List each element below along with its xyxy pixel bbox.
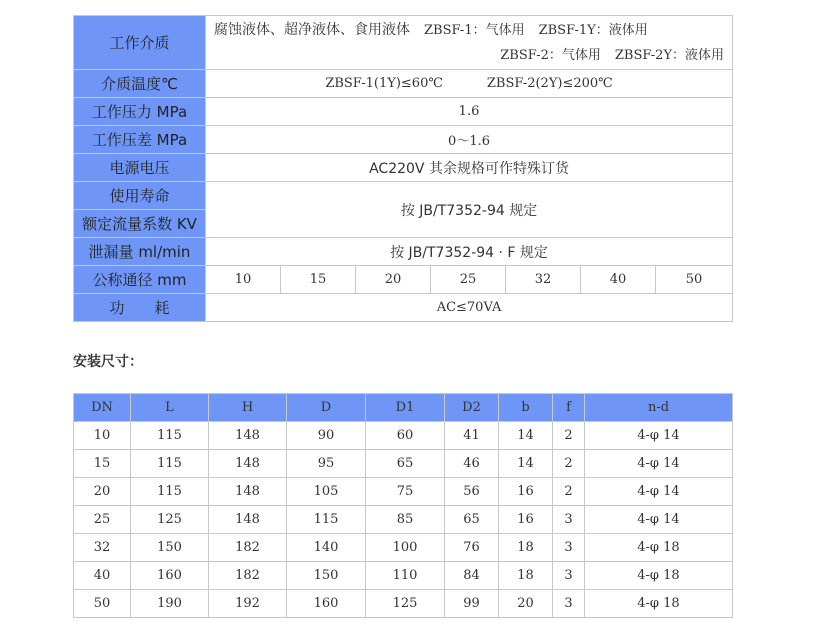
- table-cell: 3: [553, 562, 585, 590]
- medium-line1: [214, 18, 724, 43]
- table-cell: 3: [553, 534, 585, 562]
- table-cell: 2: [553, 422, 585, 450]
- table-cell: 65: [445, 506, 499, 534]
- medium-zbsf1y: ZBSF-1Y：液体用: [538, 22, 648, 38]
- spec-row-leakage: [74, 238, 733, 266]
- column-header: H: [209, 394, 287, 422]
- table-cell: 18: [499, 562, 553, 590]
- table-cell: 4-φ 18: [585, 534, 733, 562]
- table-cell: 190: [131, 590, 209, 618]
- medium-zbsf1: ZBSF-1：气体用: [424, 22, 525, 38]
- medium-zbsf2y: ZBSF-2Y：液体用: [614, 47, 725, 63]
- table-cell: 4-φ 18: [585, 590, 733, 618]
- table-cell: 99: [445, 590, 499, 618]
- spec-row-power: [74, 294, 733, 322]
- pressure-label: 工作压力 MPa: [74, 98, 206, 126]
- table-row: [74, 562, 733, 590]
- table-cell: 14: [499, 450, 553, 478]
- table-cell: 2: [553, 450, 585, 478]
- dimensions-table: [73, 393, 733, 618]
- table-cell: 16: [499, 506, 553, 534]
- table-cell: 100: [366, 534, 445, 562]
- temperature-zbsf1: ZBSF-1(1Y)≤60℃: [325, 76, 443, 91]
- table-cell: 125: [131, 506, 209, 534]
- temperature-value: [206, 70, 733, 98]
- table-cell: 148: [209, 450, 287, 478]
- table-cell: 41: [445, 422, 499, 450]
- table-cell: 182: [209, 534, 287, 562]
- table-cell: 95: [287, 450, 366, 478]
- table-cell: 105: [287, 478, 366, 506]
- spec-row-life: [74, 182, 733, 210]
- temperature-label: 介质温度℃: [74, 70, 206, 98]
- column-header: L: [131, 394, 209, 422]
- table-row: [74, 534, 733, 562]
- column-header: n-d: [585, 394, 733, 422]
- diameter-value: 50: [656, 266, 733, 294]
- table-cell: 75: [366, 478, 445, 506]
- table-cell: 4-φ 18: [585, 562, 733, 590]
- table-cell: 150: [131, 534, 209, 562]
- table-cell: 90: [287, 422, 366, 450]
- column-header: f: [553, 394, 585, 422]
- diameter-label: 公称通径 mm: [74, 266, 206, 294]
- table-cell: 115: [131, 450, 209, 478]
- column-header: D2: [445, 394, 499, 422]
- table-cell: 3: [553, 506, 585, 534]
- table-cell: 16: [499, 478, 553, 506]
- table-cell: 10: [74, 422, 131, 450]
- table-cell: 160: [287, 590, 366, 618]
- table-cell: 56: [445, 478, 499, 506]
- diameter-value: 32: [506, 266, 581, 294]
- table-cell: 110: [366, 562, 445, 590]
- install-dimensions-title: 安装尺寸：: [73, 354, 143, 370]
- table-cell: 115: [131, 422, 209, 450]
- leakage-label: 泄漏量 ml/min: [74, 238, 206, 266]
- voltage-value: AC220V 其余规格可作特殊订货: [206, 154, 733, 182]
- table-cell: 148: [209, 422, 287, 450]
- table-cell: 4-φ 14: [585, 478, 733, 506]
- temperature-zbsf2: ZBSF-2(2Y)≤200℃: [486, 76, 613, 91]
- medium-label: 工作介质: [74, 16, 206, 70]
- table-cell: 15: [74, 450, 131, 478]
- table-cell: 4-φ 14: [585, 506, 733, 534]
- spec-row-pressure: [74, 98, 733, 126]
- pressure-value: 1.6: [206, 98, 733, 126]
- table-cell: 3: [553, 590, 585, 618]
- pressure-diff-value: 0～1.6: [206, 126, 733, 154]
- diameter-value: 10: [206, 266, 281, 294]
- spec-row-pressure-diff: [74, 126, 733, 154]
- medium-value: [206, 16, 733, 70]
- table-cell: 20: [499, 590, 553, 618]
- table-cell: 32: [74, 534, 131, 562]
- table-cell: 2: [553, 478, 585, 506]
- column-header: DN: [74, 394, 131, 422]
- table-cell: 25: [74, 506, 131, 534]
- table-cell: 20: [74, 478, 131, 506]
- table-cell: 4-φ 14: [585, 422, 733, 450]
- medium-line2: [214, 43, 724, 68]
- table-cell: 150: [287, 562, 366, 590]
- column-header: D: [287, 394, 366, 422]
- table-cell: 140: [287, 534, 366, 562]
- column-header: D1: [366, 394, 445, 422]
- table-row: [74, 450, 733, 478]
- spec-row-temperature: [74, 70, 733, 98]
- dimensions-header-row: [74, 394, 733, 422]
- service-life-label: 使用寿命: [74, 182, 206, 210]
- medium-types: 腐蚀液体、超净液体、食用液体: [214, 21, 410, 38]
- table-cell: 4-φ 14: [585, 450, 733, 478]
- spec-row-diameter: [74, 266, 733, 294]
- table-cell: 182: [209, 562, 287, 590]
- table-cell: 60: [366, 422, 445, 450]
- table-cell: 148: [209, 506, 287, 534]
- table-cell: 18: [499, 534, 553, 562]
- medium-zbsf2: ZBSF-2：气体用: [500, 47, 601, 63]
- table-cell: 40: [74, 562, 131, 590]
- table-cell: 85: [366, 506, 445, 534]
- diameter-value: 20: [356, 266, 431, 294]
- table-cell: 192: [209, 590, 287, 618]
- table-row: [74, 478, 733, 506]
- table-cell: 84: [445, 562, 499, 590]
- table-cell: 125: [366, 590, 445, 618]
- table-row: [74, 590, 733, 618]
- diameter-value: 25: [431, 266, 506, 294]
- flow-coeff-label: 额定流量系数 KV: [74, 210, 206, 238]
- power-value: AC≤70VA: [206, 294, 733, 322]
- diameter-value: 40: [581, 266, 656, 294]
- voltage-label: 电源电压: [74, 154, 206, 182]
- column-header: b: [499, 394, 553, 422]
- table-cell: 76: [445, 534, 499, 562]
- table-cell: 160: [131, 562, 209, 590]
- table-cell: 46: [445, 450, 499, 478]
- table-cell: 65: [366, 450, 445, 478]
- life-flow-value: 按 JB/T7352-94 规定: [206, 182, 733, 238]
- leakage-value: 按 JB/T7352-94 · F 规定: [206, 238, 733, 266]
- table-cell: 148: [209, 478, 287, 506]
- diameter-value: 15: [281, 266, 356, 294]
- table-cell: 50: [74, 590, 131, 618]
- spec-row-voltage: [74, 154, 733, 182]
- pressure-diff-label: 工作压差 MPa: [74, 126, 206, 154]
- table-row: [74, 506, 733, 534]
- power-label: 功 耗: [74, 294, 206, 322]
- table-cell: 115: [131, 478, 209, 506]
- table-row: [74, 422, 733, 450]
- table-cell: 14: [499, 422, 553, 450]
- spec-table: [73, 15, 733, 322]
- table-cell: 115: [287, 506, 366, 534]
- spec-row-medium: [74, 16, 733, 70]
